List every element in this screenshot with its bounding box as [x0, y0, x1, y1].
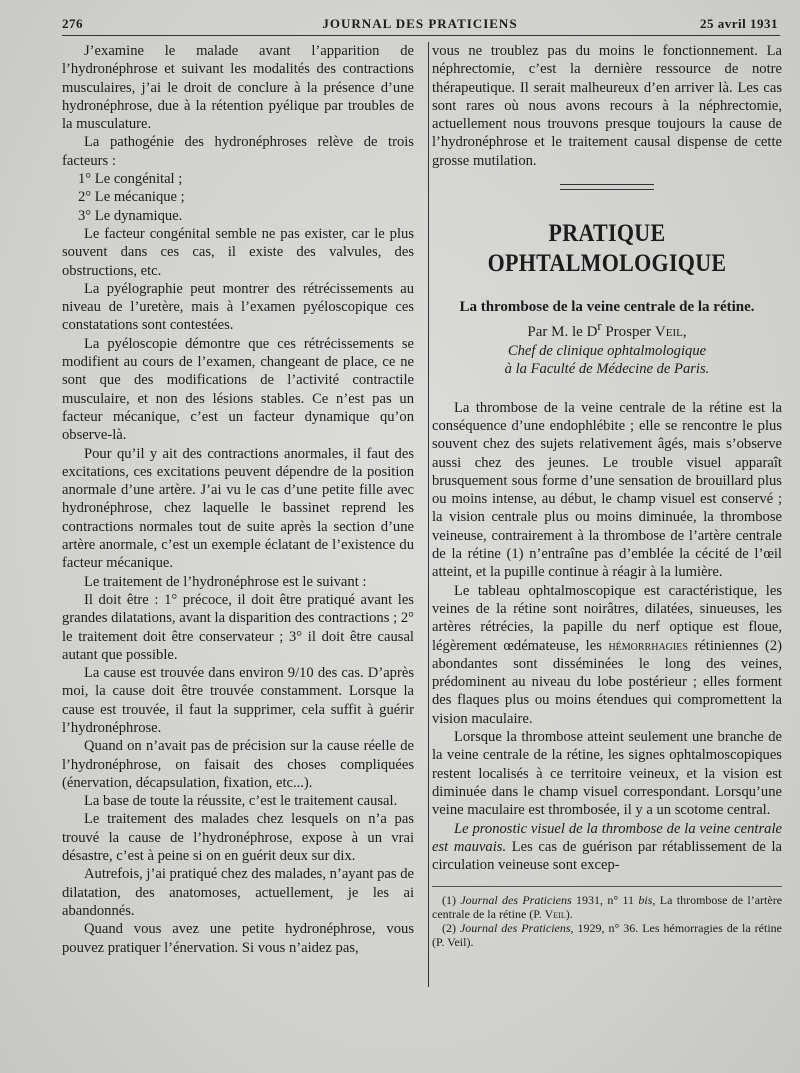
byline	[432, 317, 782, 342]
footnotes	[432, 893, 782, 949]
paragraph: Pour qu’il y ait des contractions anormales, il faut des excitations, ces excitations peuvent dépendre de la position anormale d’une artère. J’ai vu le cas d’une petite fille avec hydronéphrose, chez laquelle le bassinet reprend les contractions normales tout de suite après la section d’une artère anormale, c’est un exemple éclatant de l’existence du facteur mécanique.	[62, 445, 414, 572]
paragraph: Le traitement des malades chez lesquels on n’a pas trouvé la cause de l’hydronéphrose, expose à un vrai désastre, c’est à peine si on en guérit deux sur dix.	[62, 811, 414, 865]
section-separator	[560, 184, 654, 190]
paragraph: Autrefois, j’ai pratiqué chez des malades, n’ayant pas de dilatation, des anatomoses, actuellement, je les ai abandonnés.	[62, 866, 414, 919]
paragraph: La pyélographie peut montrer des rétrécissements au niveau de l’uretère, mais à l’examen pyéloscopique ces constatations sont contestées.	[62, 280, 414, 334]
text-run: Le tableau ophtalmoscopique est caractéristique, les veines de la rétine sont noirâtres, dilatées, sinueuses, les artères rétrécies, la papille du nerf optique est floue, légèrement œdémateuse, les	[432, 582, 782, 654]
author-firstname: Prosper	[605, 324, 652, 341]
article-title: La thrombose de la veine centrale de la rétine.	[459, 299, 755, 316]
paragraph: La thrombose de la veine centrale de la rétine est la conséquence d’une endophlébite ; elle se rencontre le plus souvent chez des sujets relativement âgés, mais s’observe aussi chez des jeunes. Le trouble visuel apparaît brusquement sous forme d’une sensation de brouillard plus ou moins intense, au début, le champ visuel est conservé ; la vision centrale plus ou moins diminuée, la thrombose veineuse, contrairement à la thrombose de l’artère centrale de la rétine (1) n’entraîne pas d’emblée la cécité de l’œil atteint, et la pupille continue à réagir à la lumière.	[432, 399, 782, 581]
paragraph: Quand vous avez une petite hydronéphrose, vous pouvez pratiquer l’énervation. Si vous n’aidez pas,	[62, 921, 414, 956]
paragraph	[432, 582, 782, 728]
spacer	[432, 379, 782, 399]
text-run: Les cas de guérison par rétablissement de la circulation veineuse sont excep-	[432, 838, 783, 874]
list-item: 1° Le congénital ;	[78, 171, 183, 188]
byline-prefix: Par M. le D	[527, 324, 598, 341]
text-run: ).	[565, 907, 573, 922]
emphasis: Le pronostic visuel de la thrombose de la veine centrale est mauvais.	[432, 820, 782, 855]
footnote-1	[432, 893, 782, 921]
header-rule	[62, 35, 780, 36]
small-caps-term: Veil	[544, 907, 566, 922]
text-run: La thrombose de l’artère centrale de la rétine (P.	[432, 893, 783, 922]
paragraph	[432, 820, 782, 875]
paragraph: La pathogénie des hydronéphroses relève de trois facteurs :	[62, 134, 414, 169]
paragraph: Lorsque la thrombose atteint seulement une branche de la veine centrale de la rétine, les signes ophtalmoscopiques restent localisés à ce territoire veineux, et la vision est diminuée dans le champ visuel correspondant. Lorsqu’une veine maculaire est thrombosée, il y a un scotome central.	[432, 729, 782, 819]
footnote-2	[432, 921, 782, 949]
affiliation-line-1: Chef de clinique ophtalmologique	[507, 343, 707, 360]
text-run: rétiniennes (2) abondantes sont disséminées le long des veines, prédominent au niveau du lobe postérieur ; elles forment des flaques plus ou moins étendues qui compromettent la vision maculaire.	[432, 637, 783, 727]
paragraph: La base de toute la réussite, c’est le traitement causal.	[84, 793, 398, 810]
paragraph: La pyéloscopie démontre que ces rétrécissements se modifient au cours de l’examen, changeant de place, ce ne sont que des modifications de l’activité contractile musculaire, et non des lésions stables. Ce n’est pas un facteur mécanique, c’est un facteur dynamique qu’on observe-là.	[62, 335, 414, 444]
byline-sup: r	[597, 319, 602, 334]
column-divider	[428, 42, 429, 987]
paragraph: Quand on n’avait pas de précision sur la cause réelle de l’hydronéphrose, on faisait des choses compliquées (énervation, décapsulation, fixation, etc...).	[62, 738, 414, 791]
text-run: 1929, n° 36. Les hémorragies de la rétine (P. Veil).	[432, 921, 782, 950]
left-column	[62, 42, 414, 957]
paragraph: J’examine le malade avant l’apparition de l’hydronéphrose et suivant les modalités des contractions musculaires, j’ai le droit de conclure à la présence d’une hydronéphrose, due à la rétention pyélique par troubles de la musculature.	[62, 43, 414, 133]
list-item: 2° Le mécanique ;	[78, 189, 185, 206]
paragraph: Le facteur congénital semble ne pas exister, car le plus souvent dans ces cas, il existe des valvules, des obstructions, etc.	[62, 225, 414, 279]
footnote-marker: (1)	[442, 893, 456, 908]
list-item: 3° Le dynamique.	[78, 207, 183, 224]
journal-ref: Journal des Praticiens,	[459, 921, 574, 936]
issue-date: 25 avril 1931	[700, 16, 778, 31]
footnote-rule	[432, 886, 782, 887]
affiliation-line-2: à la Faculté de Médecine de Paris.	[504, 361, 710, 378]
emphasis: bis,	[638, 893, 656, 908]
section-title: PRATIQUE OPHTALMOLOGIQUE	[487, 218, 727, 277]
right-column	[432, 42, 782, 949]
author-surname: Veil,	[654, 324, 687, 341]
page-number: 276	[62, 16, 83, 31]
footnote-marker: (2)	[442, 921, 456, 936]
paragraph: La cause est trouvée dans environ 9/10 des cas. D’après moi, la cause doit être trouvée constamment. Lorsque la cause est trouvée, il faut la supprimer, cela suffit à guérir l’hydronéphrose.	[62, 665, 414, 736]
paragraph-continuation: vous ne troublez pas du moins le fonctionnement. La néphrectomie, c’est la dernière ressource de notre thérapeutique. Il serait malheureux d’en arriver là. Les cas sont rares où nous avons recours à la néphrectomie, actuellement nous trouvons presque toujours la cause de l’hydronéphrose et le traitement causal dispense de cette grosse mutilation.	[432, 43, 782, 169]
small-caps-term: hémorrhagies	[608, 637, 688, 654]
paragraph: Le traitement de l’hydronéphrose est le suivant :	[84, 573, 367, 590]
text-run: 1931, n° 11	[576, 893, 635, 908]
journal-title: JOURNAL DES PRATICIENS	[322, 16, 518, 31]
journal-ref: Journal des Praticiens	[460, 893, 572, 908]
paragraph: Il doit être : 1° précoce, il doit être pratiqué avant les grandes dilatations, avant la disparition des contractions ; 2° le traitement doit être conservateur ; 3° il doit être causal autant que possible.	[62, 591, 414, 663]
